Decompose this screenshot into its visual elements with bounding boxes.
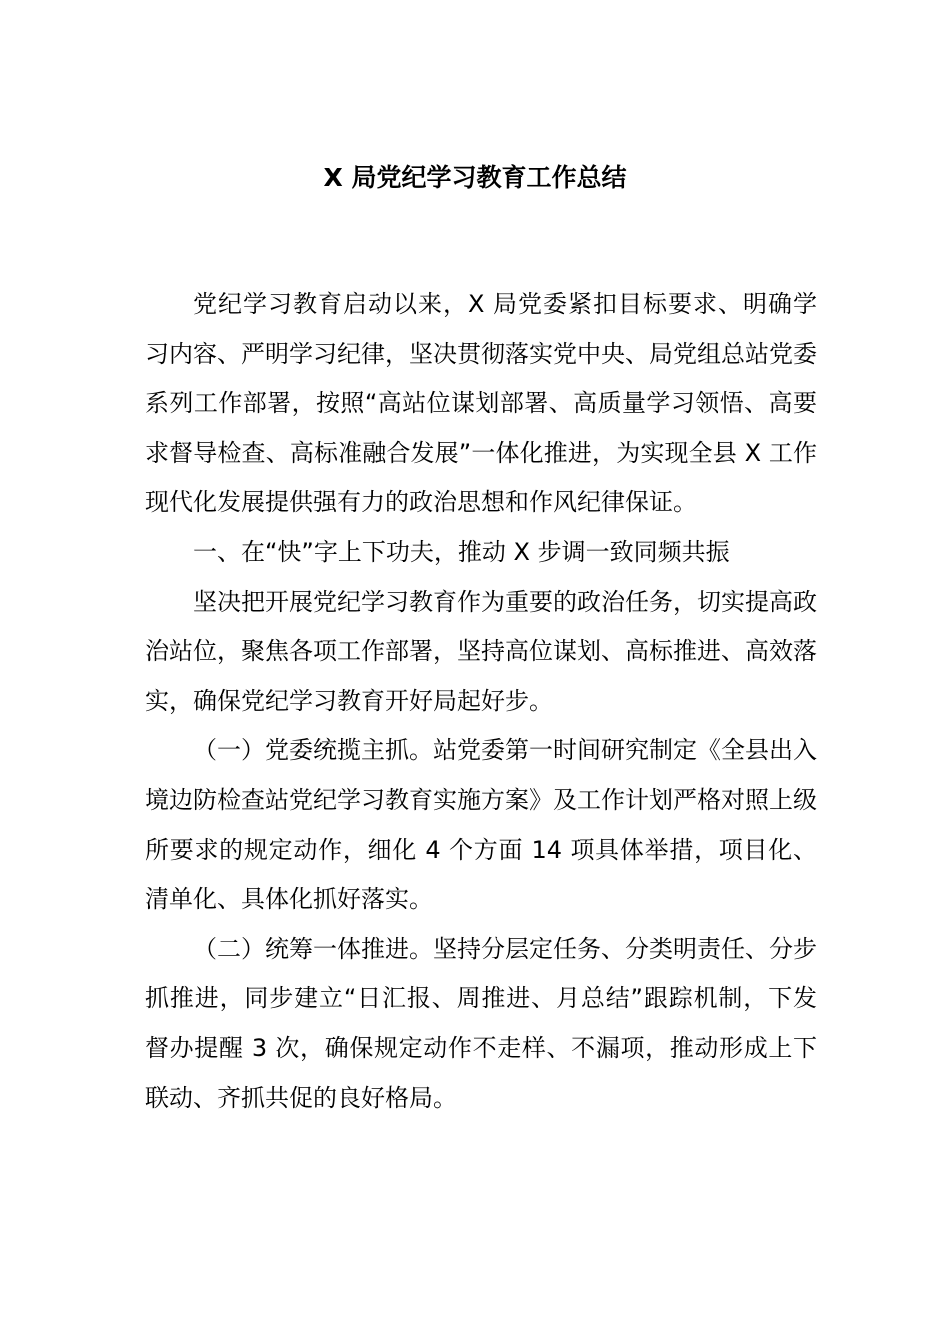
section-1-paragraph: 坚决把开展党纪学习教育作为重要的政治任务，切实提高政治站位，聚焦各项工作部署，坚持高位谋划、高标推进、高效落实，确保党纪学习教育开好局起好步。 xyxy=(145,587,817,715)
subsection-1-paragraph: （一）党委统揽主抓。站党委第一时间研究制定《全县出入境边防检查站党纪学习教育实施方案》及工作计划严格对照上级所要求的规定动作，细化 4 个方面 14 项具体举措，项目化、清单化、具体化抓好落实。 xyxy=(145,736,817,914)
document-title: X 局党纪学习教育工作总结 xyxy=(323,163,627,192)
document-body xyxy=(145,280,817,1123)
section-heading-1: 一、在“快”字上下功夫，推动 X 步调一致同频共振 xyxy=(193,537,730,566)
intro-paragraph: 党纪学习教育启动以来，X 局党委紧扣目标要求、明确学习内容、严明学习纪律，坚决贯彻落实党中央、局党组总站党委系列工作部署，按照“高站位谋划部署、高质量学习领悟、高要求督导检查、高标准融合发展”一体化推进，为实现全县 X 工作现代化发展提供强有力的政治思想和作风纪律保证。 xyxy=(145,290,817,517)
subsection-2-paragraph: （二）统筹一体推进。坚持分层定任务、分类明责任、分步抓推进，同步建立“日汇报、周推进、月总结”跟踪机制，下发督办提醒 3 次，确保规定动作不走样、不漏项，推动形成上下联动、齐抓共促的良好格局。 xyxy=(145,934,817,1112)
